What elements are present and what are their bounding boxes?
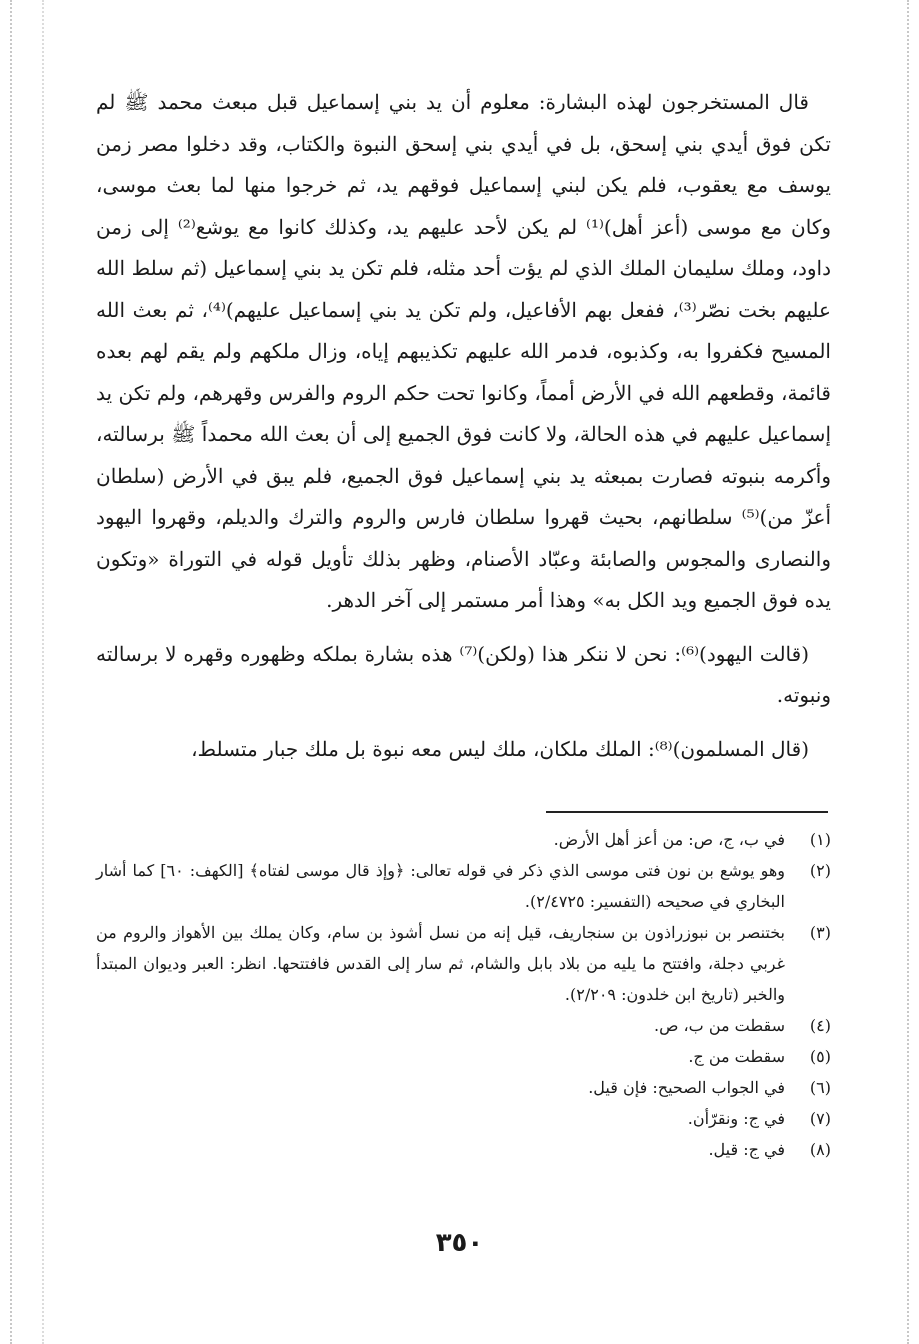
footnote-number: (٣) <box>809 923 831 942</box>
footnote-text: في الجواب الصحيح: فإن قيل. <box>588 1078 785 1097</box>
footnote <box>96 824 831 855</box>
footnote <box>96 917 831 1010</box>
footnote-number: (١) <box>809 830 831 849</box>
footnote <box>96 1041 831 1072</box>
footnote <box>96 1134 831 1165</box>
footnote-text: سقطت من ج. <box>688 1047 785 1066</box>
footnote-text: في ج: ونقرّأن. <box>687 1109 785 1128</box>
footnote-text: سقطت من ب، ص. <box>654 1016 785 1035</box>
paragraph: (قالت اليهود)⁽⁶⁾: نحن لا ننكر هذا (ولكن)⁽⁷⁾ هذه بشارة بملكه وظهوره وقهره لا برسالته ونبوته. <box>96 641 831 707</box>
footnote-number: (٢) <box>809 861 831 880</box>
footnote <box>96 1103 831 1134</box>
footnote-separator <box>546 811 828 813</box>
main-text <box>96 82 831 770</box>
footnote-number: (٨) <box>809 1140 831 1159</box>
footnotes-list <box>96 824 831 1165</box>
footnote-text: في ب، ج، ص: من أعز أهل الأرض. <box>553 830 785 849</box>
page-edge-dots <box>42 0 44 1344</box>
paragraph: قال المستخرجون لهذه البشارة: معلوم أن يد بني إسماعيل قبل مبعث محمد ﷺ لم تكن فوق أيدي بني إسحق، بل في أيدي بني إسحق النبوة والكتاب، وقد دخلوا مصر زمن يوسف مع يعقوب، فلم يكن لبني إسماعيل فوقهم يد، ثم خرجوا منها لما بعث موسى، وكان مع موسى (أعز أهل)⁽¹⁾ لم يكن لأحد عليهم يد، وكذلك كانوا مع يوشع⁽²⁾ إلى زمن داود، وملك سليمان الملك الذي لم يؤت أحد مثله، فلم تكن يد بني إسماعيل (ثم سلط الله عليهم بخت نصّر⁽³⁾، ففعل بهم الأفاعيل، ولم تكن يد بني إسماعيل عليهم)⁽⁴⁾، ثم بعث الله المسيح فكفروا به، وكذبوه، فدمر الله عليهم تكذيبهم إياه، وزال ملكهم ولم يقم لهم بعده قائمة، وقطعهم الله في الأرض أمماً، وكانوا تحت حكم الروم والفرس وقهرهم، ولم تكن يد إسماعيل عليهم في هذه الحالة، ولا كانت فوق الجميع إلى أن بعث الله محمداً ﷺ برسالته، وأكرمه بنبوته فصارت بمبعثه يد بني إسماعيل فوق الجميع، فلم يبق في الأرض (سلطان أعزّ من)⁽⁵⁾ سلطانهم، بحيث قهروا سلطان فارس والروم والترك والديلم، وقهروا اليهود والنصارى والمجوس والصابئة وعبّاد الأصنام، وظهر بذلك تأويل قوله في التوراة «وتكون يده فوق الجميع ويد الكل به» وهذا أمر مستمر إلى آخر الدهر. <box>96 90 832 612</box>
footnote-number: (٦) <box>809 1078 831 1097</box>
footnote-number: (٤) <box>809 1016 831 1035</box>
footnote <box>96 1072 831 1103</box>
page-number: ٣٥٠ <box>435 1228 484 1258</box>
footnote-text: وهو يوشع بن نون فتى موسى الذي ذكر في قوله تعالى: ﴿وإذ قال موسى لفتاه﴾ [الكهف: ٦٠] كما أشار البخاري في صحيحه (التفسير: ٢/٤٧٢٥). <box>96 861 786 911</box>
page-edge-dots <box>10 0 12 1344</box>
paragraph: (قال المسلمون)⁽⁸⁾: الملك ملكان، ملك ليس معه نبوة بل ملك جبار متسلط، <box>191 736 809 761</box>
footnote <box>96 1010 831 1041</box>
footnote <box>96 855 831 917</box>
footnote-number: (٥) <box>809 1047 831 1066</box>
footnote-number: (٧) <box>809 1109 831 1128</box>
footnote-text: بختنصر بن نبوزراذون بن سنجاريف، قيل إنه من نسل أشوذ بن سام، وكان يملك بين الأهواز والروم من غربي دجلة، وافتتح ما يليه من بلاد بابل والشام، ثم سار إلى القدس فافتتحها. انظر: العبر وديوان المبتدأ والخبر (تاريخ ابن خلدون: ٢/٢٠٩). <box>96 923 786 1004</box>
footnote-text: في ج: قيل. <box>708 1140 785 1159</box>
page-edge-dots <box>907 0 909 1344</box>
